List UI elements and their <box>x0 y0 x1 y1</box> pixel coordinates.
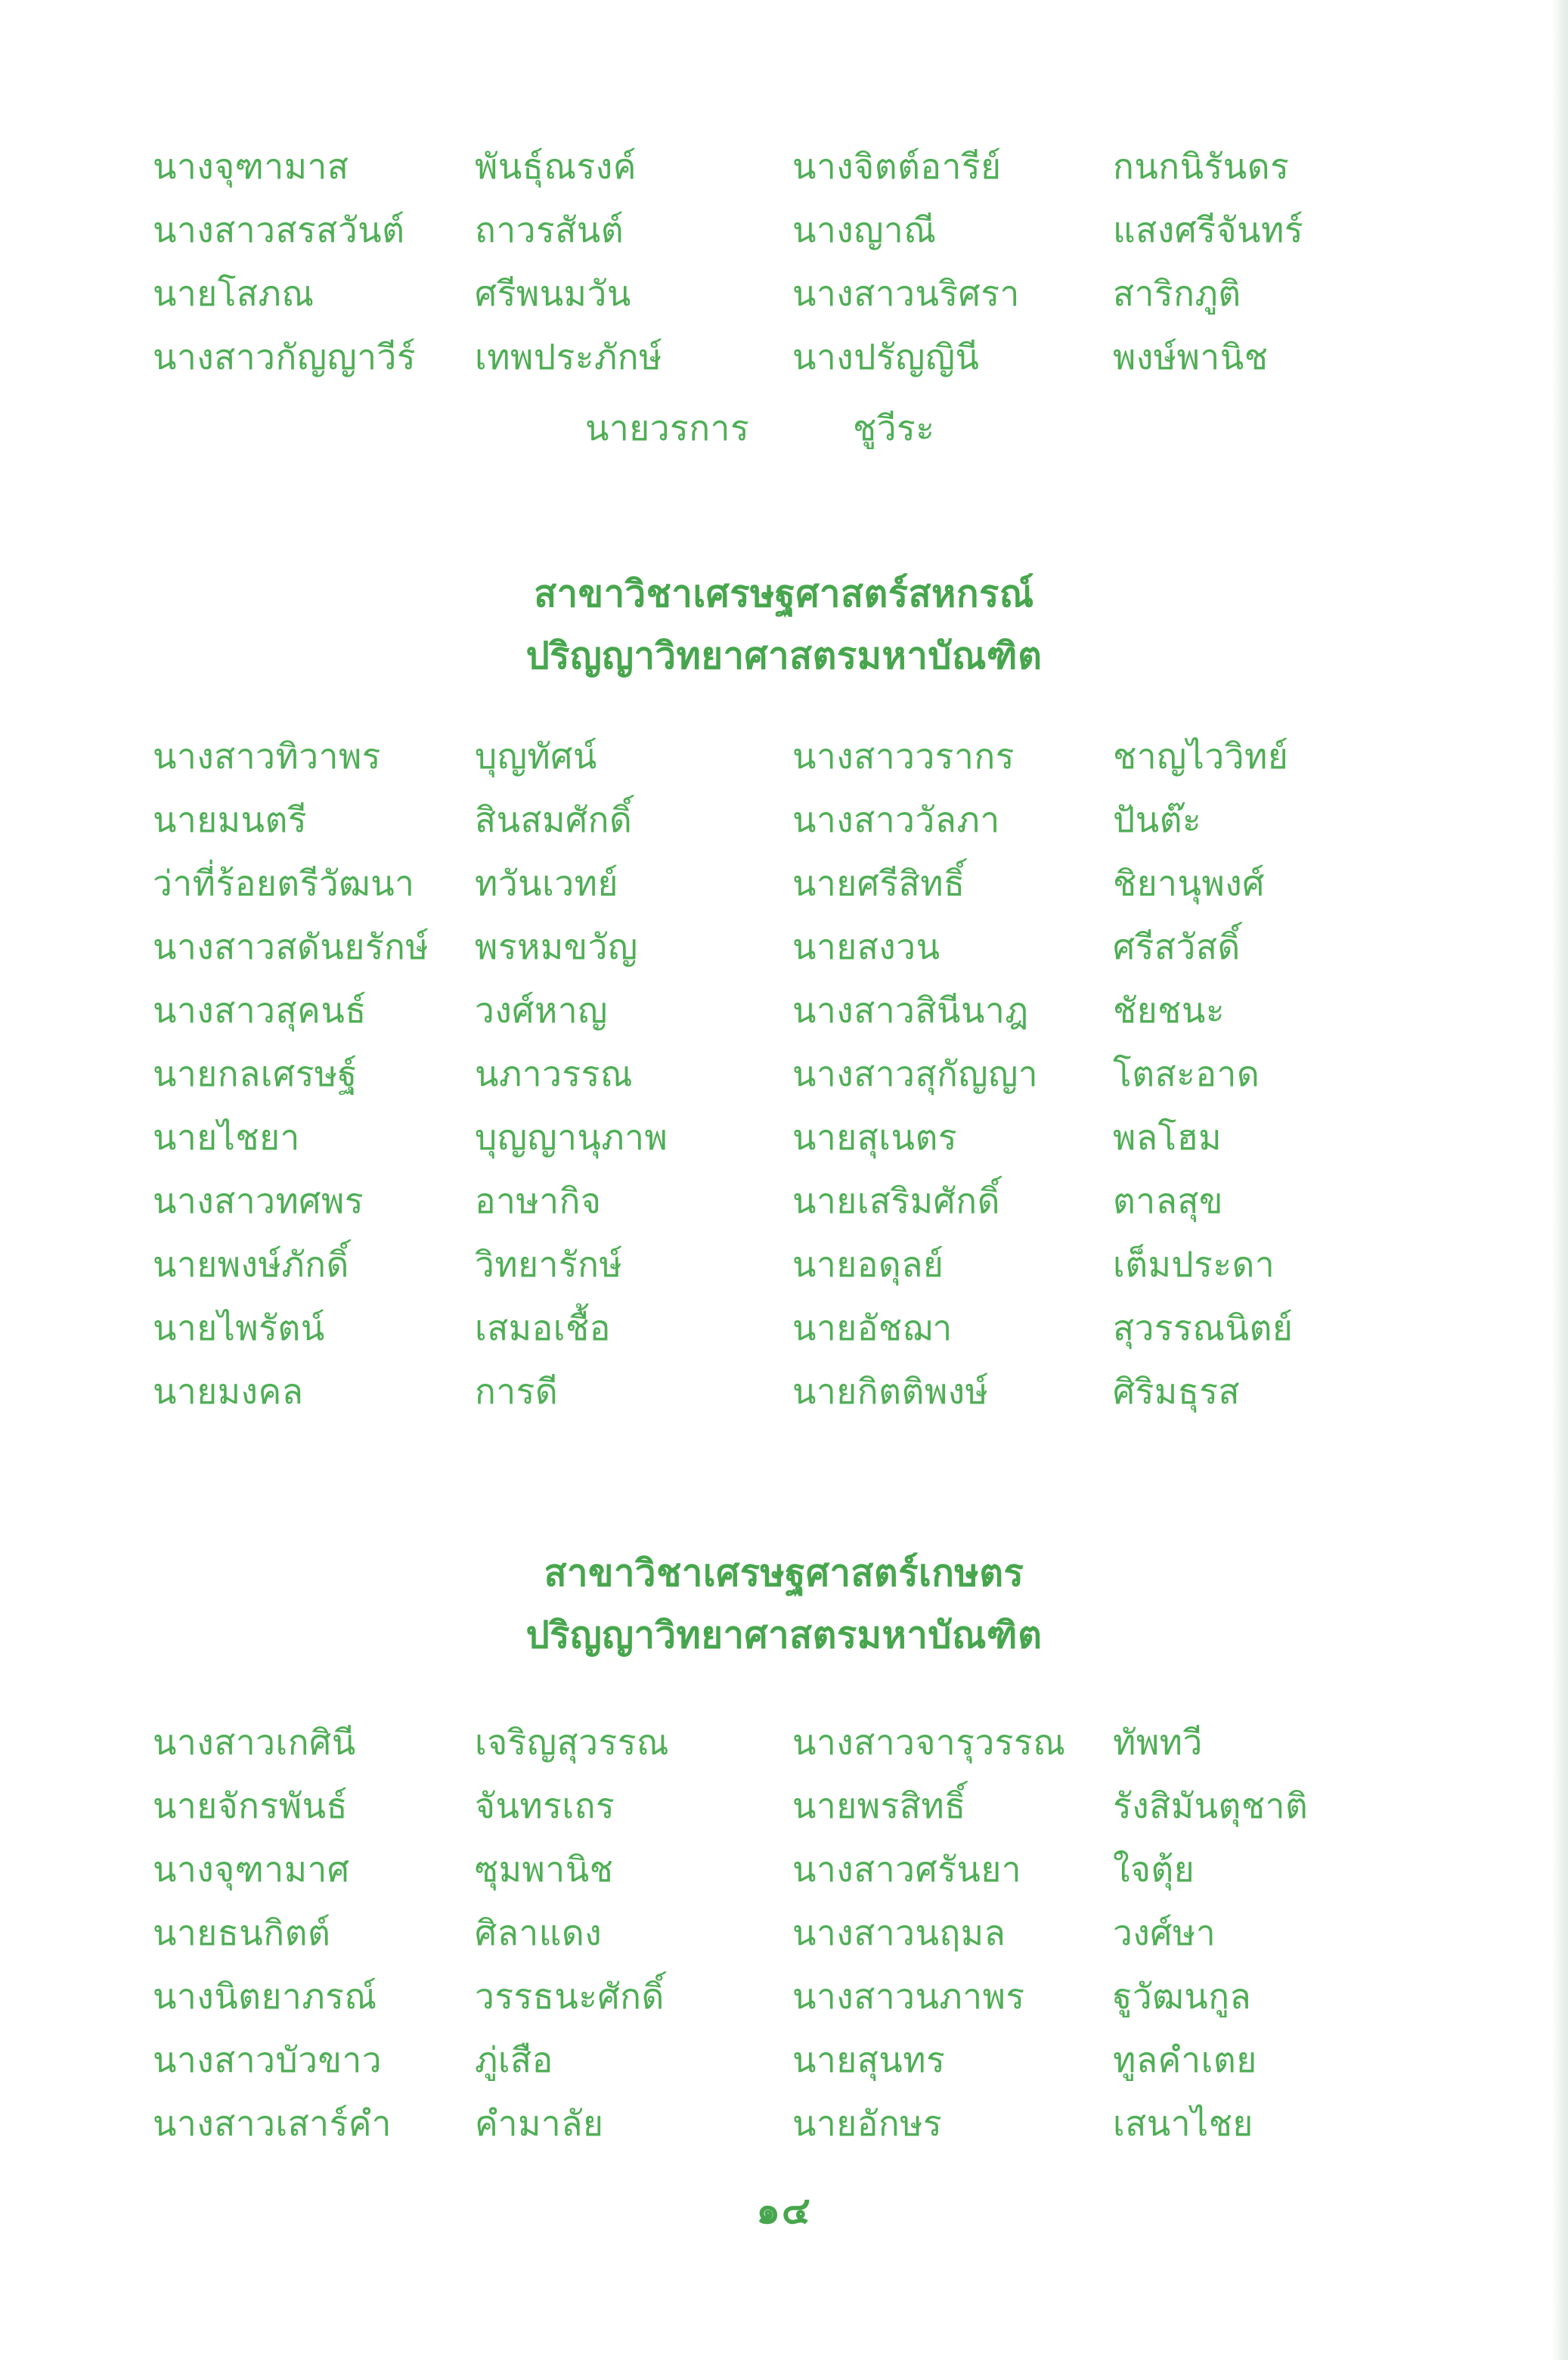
first-name: ว่าที่ร้อยตรีวัฒนา <box>153 863 415 904</box>
last-name: จันทรเถร <box>475 1785 615 1826</box>
last-name: วงศ์หาญ <box>475 990 608 1031</box>
last-name: ศรีพนมวัน <box>475 273 631 314</box>
list-row <box>0 262 1568 325</box>
last-name: วงศ์ษา <box>1113 1912 1216 1953</box>
agricultural-name-list <box>0 1710 1568 2155</box>
list-row <box>0 1965 1568 2028</box>
last-name: สุวรรณนิตย์ <box>1113 1307 1294 1348</box>
first-name: นางสาวศรันยา <box>792 1849 1022 1890</box>
first-name: นางญาณี <box>792 209 937 250</box>
page-number: ๑๔ <box>756 2188 812 2232</box>
degree-title: ปริญญาวิทยาศาสตรมหาบัณฑิต <box>525 634 1043 678</box>
list-row <box>0 198 1568 262</box>
last-name: การดี <box>475 1371 559 1412</box>
first-name: นางสาววรากร <box>792 736 1015 777</box>
last-name: สาริกภูติ <box>1113 273 1241 314</box>
first-name: นางปรัญญินี <box>792 336 980 377</box>
list-row-centered <box>0 389 1568 458</box>
last-name: ชิยานุพงศ์ <box>1113 863 1265 904</box>
last-name: เต็มประดา <box>1113 1244 1275 1285</box>
first-name: นายอดุลย์ <box>792 1244 944 1285</box>
last-name: บุญญานุภาพ <box>475 1117 668 1158</box>
first-name: นายอักษร <box>792 2103 943 2144</box>
list-row <box>0 1296 1568 1360</box>
first-name: นางสาวบัวขาว <box>153 2039 383 2080</box>
cooperative-name-list <box>0 724 1568 1423</box>
last-name: เทพประภักษ์ <box>475 336 662 377</box>
list-row <box>0 978 1568 1042</box>
last-name: ชาญไววิทย์ <box>1113 736 1289 777</box>
list-row <box>0 135 1568 198</box>
first-name: นางสาวทศพร <box>153 1180 364 1221</box>
first-name: นางสาวนริศรา <box>792 273 1020 314</box>
last-name: คำมาลัย <box>475 2103 604 2144</box>
first-name: นางสาวสุกัญญา <box>792 1053 1039 1094</box>
first-name: นายวรการ <box>585 408 750 448</box>
last-name: ศิลาแดง <box>475 1912 603 1953</box>
last-name: พลโฮม <box>1113 1117 1222 1158</box>
first-name: นายสุเนตร <box>792 1117 958 1158</box>
first-name: นางสาวสรสวันต์ <box>153 209 405 250</box>
first-name: นางสาวนฤมล <box>792 1912 1006 1953</box>
list-row <box>0 915 1568 978</box>
first-name: นายกิตติพงษ์ <box>792 1371 989 1412</box>
section-title: สาขาวิชาเศรษฐศาสตร์สหกรณ์ <box>534 572 1034 616</box>
top-name-list <box>0 135 1568 458</box>
first-name: นางนิตยาภรณ์ <box>153 1976 377 2017</box>
last-name: ชูวีระ <box>853 408 935 448</box>
first-name: นายอัชฌา <box>792 1307 953 1348</box>
first-name: นางสาวสดันยรักษ์ <box>153 926 429 967</box>
first-name: นางสาวกัญญาวีร์ <box>153 336 417 377</box>
last-name: ทวันเวทย์ <box>475 863 618 904</box>
last-name: นภาวรรณ <box>475 1053 634 1094</box>
first-name: นายมงคล <box>153 1371 304 1412</box>
last-name: ใจตุ้ย <box>1113 1849 1195 1890</box>
list-row <box>0 1106 1568 1169</box>
first-name: นายพรสิทธิ์ <box>792 1785 966 1826</box>
first-name: นายสุนทร <box>792 2039 946 2080</box>
last-name: วิทยารักษ์ <box>475 1244 623 1285</box>
list-row <box>0 1233 1568 1296</box>
list-row <box>0 2028 1568 2092</box>
first-name: นางจิตต์อารีย์ <box>792 146 1002 187</box>
section-heading <box>0 1543 1568 1667</box>
last-name: ปันต๊ะ <box>1113 799 1202 840</box>
last-name: เสนาไชย <box>1113 2103 1253 2144</box>
list-row <box>0 1360 1568 1423</box>
first-name: นายมนตรี <box>153 799 308 840</box>
first-name: นายไพรัตน์ <box>153 1307 325 1348</box>
last-name: ศรีสวัสดิ์ <box>1113 926 1241 967</box>
last-name: ศิริมธุรส <box>1113 1371 1241 1412</box>
list-row <box>0 1837 1568 1901</box>
last-name: เจริญสุวรรณ <box>475 1722 670 1763</box>
last-name: ฐูวัฒนกูล <box>1113 1976 1252 2017</box>
last-name: โตสะอาด <box>1113 1053 1260 1094</box>
last-name: ถาวรสันต์ <box>475 209 624 250</box>
last-name: บุญทัศน์ <box>475 736 597 777</box>
first-name: นายศรีสิทธิ์ <box>792 863 965 904</box>
first-name: นางสาวสุคนธ์ <box>153 990 367 1031</box>
first-name: นางจุฑามาศ <box>153 1849 350 1890</box>
first-name: นายไชยา <box>153 1117 300 1158</box>
last-name: เสมอเชื้อ <box>475 1307 611 1348</box>
first-name: นายธนกิตต์ <box>153 1912 331 1953</box>
last-name: พันธุ์ณรงค์ <box>475 146 637 187</box>
first-name: นางสาววัลภา <box>792 799 1000 840</box>
first-name: นายโสภณ <box>153 273 315 314</box>
first-name: นางสาวนภาพร <box>792 1976 1025 2017</box>
first-name: นางสาวเกศินี <box>153 1722 356 1763</box>
section-heading <box>0 563 1568 687</box>
first-name: นายเสริมศักดิ์ <box>792 1180 1000 1221</box>
section-title: สาขาวิชาเศรษฐศาสตร์เกษตร <box>544 1552 1024 1595</box>
first-name: นายกลเศรษฐ์ <box>153 1053 358 1094</box>
first-name: นายพงษ์ภักดิ์ <box>153 1244 349 1285</box>
last-name: ชัยชนะ <box>1113 990 1226 1031</box>
list-row <box>0 2092 1568 2155</box>
list-row <box>0 325 1568 389</box>
degree-title: ปริญญาวิทยาศาสตรมหาบัณฑิต <box>525 1614 1043 1657</box>
last-name: แสงศรีจันทร์ <box>1113 209 1304 250</box>
last-name: พงษ์พานิช <box>1113 336 1269 377</box>
first-name: นางสาวเสาร์คำ <box>153 2103 392 2144</box>
list-row <box>0 1901 1568 1965</box>
last-name: ทัพทวี <box>1113 1722 1203 1763</box>
list-row <box>0 1710 1568 1774</box>
first-name: นางสาวสินีนาฎ <box>792 990 1029 1031</box>
first-name: นางสาวทิวาพร <box>153 736 381 777</box>
last-name: ทูลคำเตย <box>1113 2039 1257 2080</box>
list-row <box>0 1042 1568 1106</box>
last-name: ซุมพานิช <box>475 1849 614 1890</box>
last-name: วรรธนะศักดิ์ <box>475 1976 665 2017</box>
list-row <box>0 1169 1568 1233</box>
last-name: รังสิมันตุชาติ <box>1113 1785 1309 1826</box>
list-row <box>0 788 1568 851</box>
first-name: นางสาวจารุวรรณ <box>792 1722 1066 1763</box>
last-name: สินสมศักดิ์ <box>475 799 633 840</box>
last-name: กนกนิรันดร <box>1113 146 1290 187</box>
list-row <box>0 851 1568 915</box>
last-name: พรหมขวัญ <box>475 926 638 967</box>
first-name: นายสงวน <box>792 926 940 967</box>
last-name: ภู่เสือ <box>475 2039 553 2080</box>
first-name: นายจักรพันธ์ <box>153 1785 349 1826</box>
list-row <box>0 1774 1568 1837</box>
list-row <box>0 724 1568 788</box>
last-name: อาษากิจ <box>475 1180 602 1221</box>
last-name: ตาลสุข <box>1113 1180 1223 1221</box>
first-name: นางจุฑามาส <box>153 146 349 187</box>
